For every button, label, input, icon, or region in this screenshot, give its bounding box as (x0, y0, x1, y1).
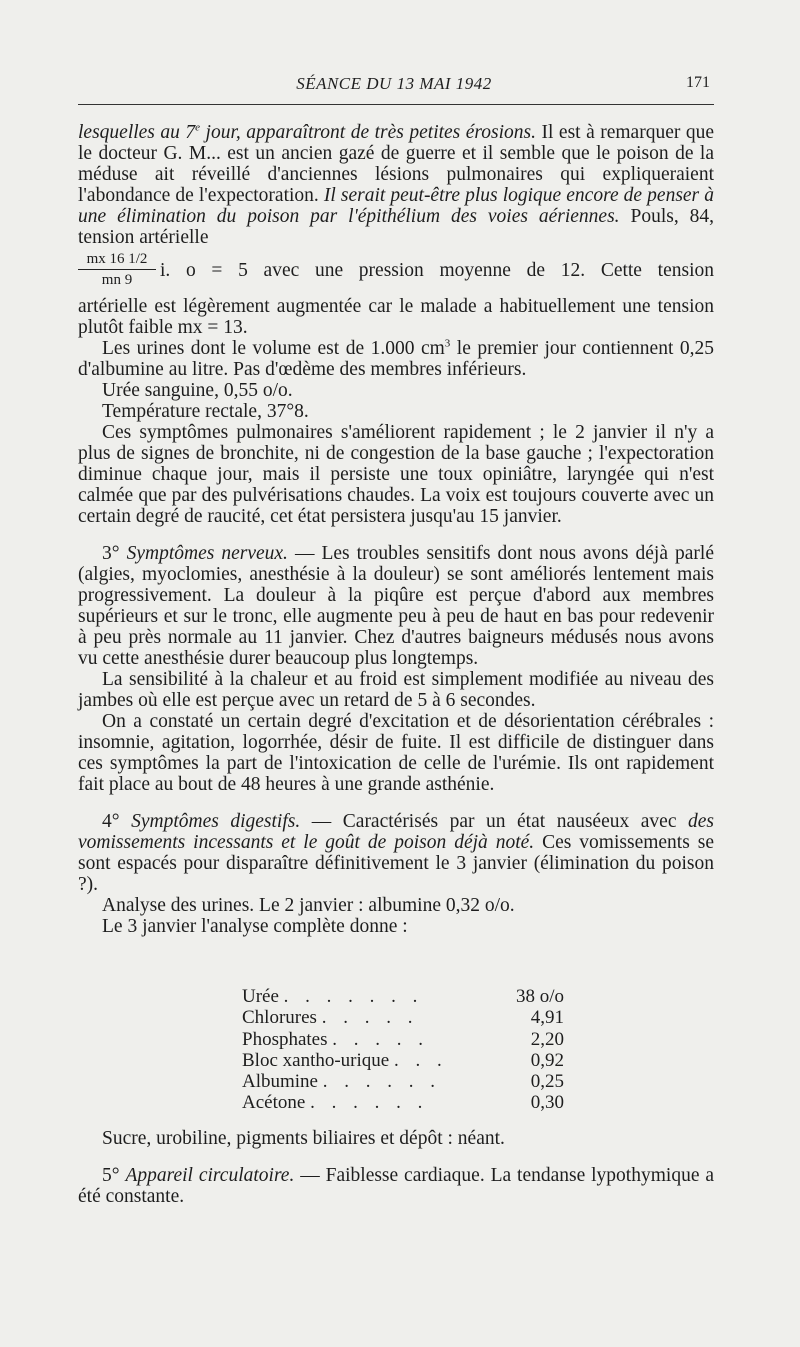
analysis-label-text: Chlorures (242, 1007, 317, 1029)
paragraph-tension: artérielle est légèrement augmentée car le malade a habituellement une tension plutôt faible mx = 13. (78, 296, 714, 338)
analysis-value: 4,91 (530, 1007, 564, 1029)
analysis-label (242, 1007, 418, 1028)
section-title: Symptômes nerveux. (126, 543, 288, 564)
text-run: — Faiblesse cardiaque. La tendanse lypothymique a été constante. (78, 1165, 715, 1207)
section-nervous (78, 543, 714, 669)
section-title: Symptômes digestifs. (131, 811, 301, 832)
analysis-label (242, 986, 423, 1007)
text-run: Les urines dont le volume est de 1.000 cm (102, 338, 445, 359)
leader-dots: . . . . . (332, 1028, 429, 1050)
analysis-value: 0,25 (530, 1071, 564, 1093)
tension-fraction (78, 250, 156, 290)
superscript: 3 (444, 337, 451, 350)
analysis-label-text: Bloc xantho-urique (242, 1049, 390, 1071)
analysis-table (242, 986, 572, 1114)
section-number: 3° (102, 543, 120, 564)
analysis-value: 38 o/o (515, 986, 564, 1007)
text-italic: des vomissements incessants et le goût de poison déjà noté. (78, 811, 715, 853)
fraction-numerator: mx 16 1/2 (78, 250, 156, 270)
leader-dots: . . . (393, 1049, 448, 1071)
analysis-label-text: Albumine (242, 1071, 318, 1093)
text-run: le premier jour contiennent 0,25 d'albumine au litre. Pas d'œdème des membres inférieurs. (78, 338, 714, 380)
header-rule (78, 104, 714, 105)
paragraph-uree: Urée sanguine, 0,55 o/o. (102, 380, 293, 401)
analysis-label-text: Phosphates (242, 1028, 328, 1050)
superscript: e (195, 121, 201, 134)
text-run: — Les troubles sensitifs dont nous avons déjà parlé (algies, myoclomies, anesthésie à la douleur) se sont améliorés lentement mais progressivement. La douleur à la piqûre est perçue d'abord aux membres supérieurs et sur le tronc, elle augmente peu à peu de haut en bas pour redevenir à peu près normale au 11 janvier. Chez d'autres baigneurs médusés nous avons vu cette anesthésie durer beaucoup plus longtemps. (78, 543, 714, 669)
analysis-label (242, 1071, 441, 1092)
section-circulatory (78, 1165, 714, 1207)
analysis-row (242, 1007, 572, 1028)
paragraph-urine-analysis: Analyse des urines. Le 2 janvier : albumine 0,32 o/o. (102, 895, 515, 916)
leader-dots: . . . . . . (310, 1092, 429, 1114)
section-number: 4° (102, 811, 120, 832)
analysis-label-text: Acétone (242, 1092, 306, 1114)
tension-fraction-line (78, 250, 714, 296)
analysis-label-text: Urée (242, 986, 279, 1007)
analysis-row (242, 1092, 572, 1113)
text-italic: Il serait peut-être plus logique encore de penser à une élimination du poison par l'épithélium des voies aériennes. (78, 185, 714, 227)
paragraph-improvement: Ces symptômes pulmonaires s'améliorent rapidement ; le 2 janvier il n'y a plus de signes de bronchite, ni de congestion de la base gauche ; l'expectoration diminue chaque jour, mais il persiste une toux opiniâtre, laryngée qui n'est calmée que par des pulvérisations chaudes. La voix est toujours couverte avec un certain degré de raucité, cet état persistera jusqu'au 15 janvier. (78, 422, 714, 527)
paragraph-urines (78, 338, 714, 380)
text-italic: lesquelles au 7 (78, 122, 196, 143)
header-title: SÉANCE DU 13 MAI 1942 (296, 74, 492, 93)
section-digestive (78, 811, 714, 895)
paragraph-excitation: On a constaté un certain degré d'excitation et de désorientation cérébrales : insomnie, agitation, logorrhée, désir de fuite. Il est difficile de distinguer dans ces symptômes la part de l'intoxication de celle de l'urémie. Ils ont rapidement fait place au bout de 48 heures à une grande asthénie. (78, 711, 714, 795)
text-italic: jour, apparaîtront de très petites érosions. (200, 122, 537, 143)
section-title: Appareil circulatoire. (125, 1165, 295, 1186)
analysis-row (242, 1029, 572, 1050)
page-number: 171 (686, 74, 710, 91)
leader-dots: . . . . . . (322, 1071, 441, 1093)
analysis-label (242, 1092, 428, 1113)
text-run: Pouls, 84, tension artérielle (78, 206, 714, 248)
text-run: Ces vomissements se sont espacés pour disparaître définitivement le 3 janvier (élimination du poison ?). (78, 832, 714, 895)
paragraph-pulmonary (78, 122, 714, 248)
analysis-value: 2,20 (530, 1028, 564, 1050)
leader-dots: . . . . . (321, 1007, 419, 1029)
fraction-following-text: i. o = 5 avec une pression moyenne de 12. Cette tension (160, 260, 714, 281)
text-run: Il est à remarquer que le docteur G. M... est un ancien gazé de guerre et il semble que le poison de la méduse ait réveillé d'anciennes lésions pulmonaires qui expliqueraient l'abondance de l'expectoration. (78, 122, 715, 206)
paragraph-complete-analysis: Le 3 janvier l'analyse complète donne : (102, 916, 408, 937)
running-header (78, 74, 710, 104)
analysis-row (242, 1071, 572, 1092)
paragraph-sensibility: La sensibilité à la chaleur et au froid est simplement modifiée au niveau des jambes où elle est perçue avec un retard de 5 à 6 secondes. (78, 669, 714, 711)
analysis-row (242, 986, 572, 1007)
paragraph-sucre: Sucre, urobiline, pigments biliaires et dépôt : néant. (102, 1128, 505, 1149)
text-block-top (78, 122, 714, 937)
paragraph-temperature: Température rectale, 37°8. (102, 401, 309, 422)
text-block-bottom (78, 1128, 714, 1207)
analysis-value: 0,30 (530, 1092, 564, 1114)
section-number: 5° (102, 1165, 120, 1186)
leader-dots: . . . . . . . (283, 986, 424, 1007)
analysis-value: 0,92 (530, 1049, 564, 1071)
analysis-label (242, 1050, 448, 1071)
analysis-label (242, 1029, 429, 1050)
analysis-row (242, 1050, 572, 1071)
fraction-denominator: mn 9 (101, 272, 133, 288)
text-run: — Caractérisés par un état nauséeux avec (300, 811, 689, 832)
